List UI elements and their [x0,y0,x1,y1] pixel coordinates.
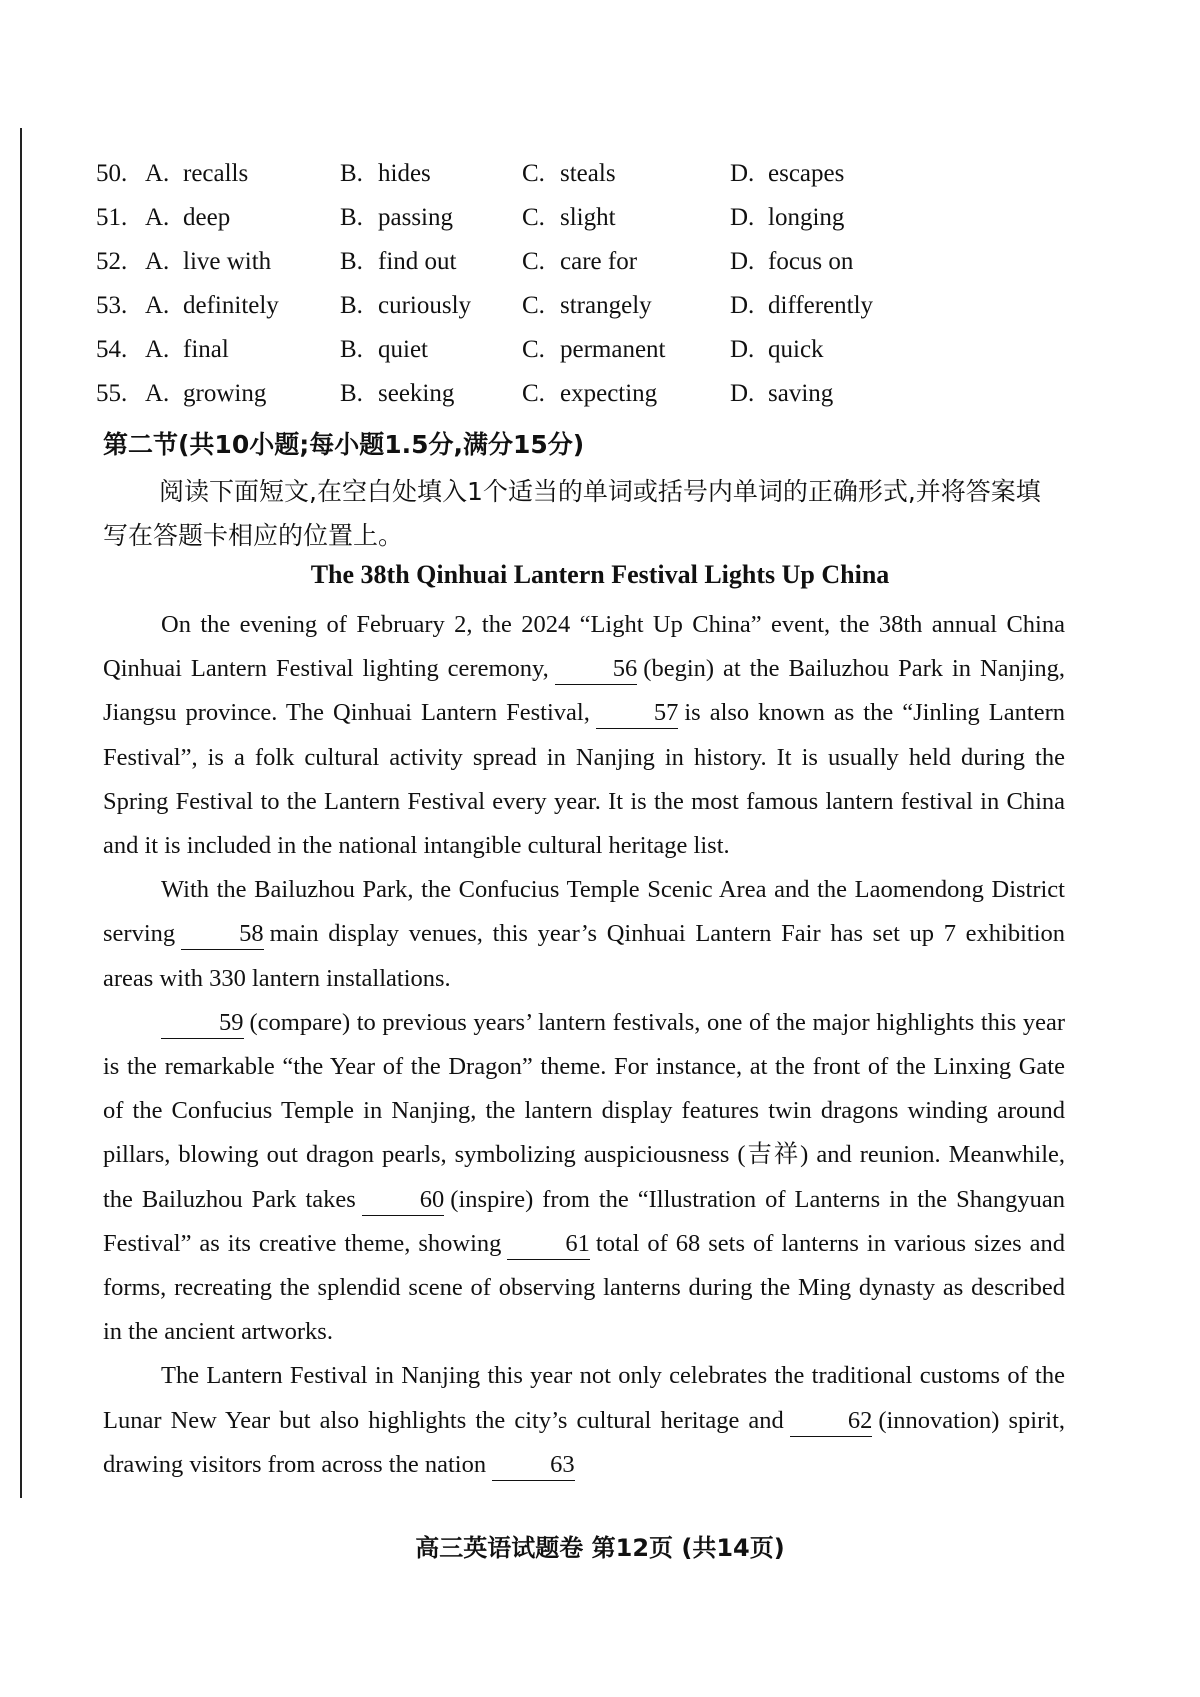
option-text: live with [183,248,272,275]
option-c [522,204,616,232]
option-text: care for [560,248,638,275]
option-label: B. [340,336,363,363]
passage-text: main display venues, this year’s Qinhuai Lantern Fair has set up 7 exhibition areas with 330 lantern installations. [103,920,1065,992]
option-label: D. [730,248,755,275]
option-label: A. [145,248,170,275]
multiple-choice-list [96,152,1103,416]
question-number: 50. [96,160,128,187]
passage [103,603,1065,1487]
option-text: differently [768,292,874,319]
blank-62: 62 [790,1406,873,1437]
option-label: C. [522,204,545,231]
option-label: A. [145,204,170,231]
option-label: A. [145,160,170,187]
option-text: slight [560,204,616,231]
option-a [145,380,266,408]
paragraph [103,603,1065,868]
option-b [340,204,453,232]
option-text: expecting [560,380,658,407]
question-row [96,240,1103,284]
option-text: seeking [378,380,455,407]
option-d [730,204,844,232]
passage-text: (innovation) spirit, drawing visitors from across the nation [103,1406,1066,1478]
option-text: curiously [378,292,472,319]
option-label: C. [522,380,545,407]
option-text: permanent [560,336,666,363]
option-b [340,336,428,364]
option-label: B. [340,292,363,319]
question-number: 54. [96,336,128,363]
question-row [96,152,1103,196]
option-label: C. [522,160,545,187]
option-c [522,160,616,188]
blank-60: 60 [362,1185,445,1216]
option-label: A. [145,292,170,319]
option-label: B. [340,248,363,275]
option-text: longing [768,204,845,231]
question-number: 51. [96,204,128,231]
option-a [145,336,229,364]
question-row [96,196,1103,240]
passage-text: total of 68 sets of lanterns in various sizes and forms, recreating the splendid scene of observing lanterns during the Ming dynasty as described in the ancient artworks. [103,1229,1065,1346]
option-c [522,248,637,276]
option-label: C. [522,292,545,319]
option-d [730,248,853,276]
blank-58: 58 [181,919,264,950]
instructions: 阅读下面短文,在空白处填入1个适当的单词或括号内单词的正确形式,并将答案填写在答题卡相应的位置上。 [103,477,1041,550]
option-label: C. [522,336,545,363]
passage-text: With the Bailuzhou Park, the Confucius Temple Scenic Area and the Laomendong District serving [103,876,1065,948]
option-label: D. [730,160,755,187]
option-label: D. [730,380,755,407]
passage-text: (inspire) from the “Illustration of Lanterns in the Shangyuan Festival” as its creative theme, showing [103,1185,1065,1257]
option-c [522,292,652,320]
option-text: strangely [560,292,652,319]
option-label: D. [730,292,755,319]
option-c [522,380,657,408]
option-label: A. [145,336,170,363]
option-label: D. [730,336,755,363]
question-row [96,372,1103,416]
option-text: saving [768,380,834,407]
option-text: growing [183,380,267,407]
page-footer: 高三英语试题卷 第12页 (共14页) [415,1534,785,1562]
option-text: deep [183,204,231,231]
question-row [96,328,1103,372]
option-a [145,160,248,188]
option-d [730,380,833,408]
option-text: final [183,336,229,363]
question-number: 55. [96,380,128,407]
option-a [145,248,271,276]
blank-56: 56 [555,654,638,685]
option-text: hides [378,160,431,187]
option-c [522,336,666,364]
option-label: A. [145,380,170,407]
option-text: find out [378,248,457,275]
option-d [730,160,844,188]
option-label: C. [522,248,545,275]
option-a [145,204,230,232]
option-text: recalls [183,160,249,187]
option-b [340,380,454,408]
option-b [340,248,456,276]
option-text: escapes [768,160,845,187]
option-label: B. [340,204,363,231]
option-text: quick [768,336,824,363]
option-b [340,292,471,320]
question-number: 53. [96,292,128,319]
passage-text: is also known as the “Jinling Lantern Festival”, is a folk cultural activity spread in Nanjing in history. It is usually held during the Spring Festival to the Lantern Festival every year. It is the most famous lantern festival in China and it is included in the national intangible cultural heritage list. [103,699,1065,860]
option-b [340,160,431,188]
blank-57: 57 [596,698,679,729]
passage-title: The 38th Qinhuai Lantern Festival Lights Up China [310,560,890,589]
blank-59: 59 [161,1008,244,1039]
option-d [730,336,824,364]
paragraph [103,868,1065,1001]
passage-text: (compare) to previous years’ lantern festivals, one of the major highlights this year is the remarkable “the Year of the Dragon” theme. For instance, at the front of the Linxing Gate of the Confucius Temple in Nanjing, the lantern display features twin dragons winding around pillars, blowing out dragon pearls, symbolizing auspiciousness (吉祥) and reunion. Meanwhile, the Bailuzhou Park takes [103,1008,1065,1213]
passage-text: On the evening of February 2, the 2024 “Light Up China” event, the 38th annual China Qinhuai Lantern Festival lighting ceremony, [103,611,1065,683]
blank-61: 61 [507,1229,590,1260]
blank-63: 63 [492,1450,575,1481]
option-text: definitely [183,292,279,319]
option-label: B. [340,160,363,187]
passage-text: The Lantern Festival in Nanjing this year not only celebrates the traditional customs of the Lunar New Year but also highlights the city’s cultural heritage and [103,1362,1065,1434]
paragraph [103,1354,1065,1487]
option-d [730,292,873,320]
option-text: steals [560,160,616,187]
option-a [145,292,279,320]
passage-text: (begin) at the Bailuzhou Park in Nanjing, Jiangsu province. The Qinhuai Lantern Festival, [103,655,1065,727]
option-label: B. [340,380,363,407]
section-heading: 第二节(共10小题;每小题1.5分,满分15分) [103,430,585,459]
option-text: quiet [378,336,428,363]
option-text: focus on [768,248,854,275]
option-text: passing [378,204,453,231]
question-number: 52. [96,248,128,275]
option-label: D. [730,204,755,231]
paragraph [103,1001,1065,1355]
left-margin-rule [20,128,22,1498]
question-row [96,284,1103,328]
